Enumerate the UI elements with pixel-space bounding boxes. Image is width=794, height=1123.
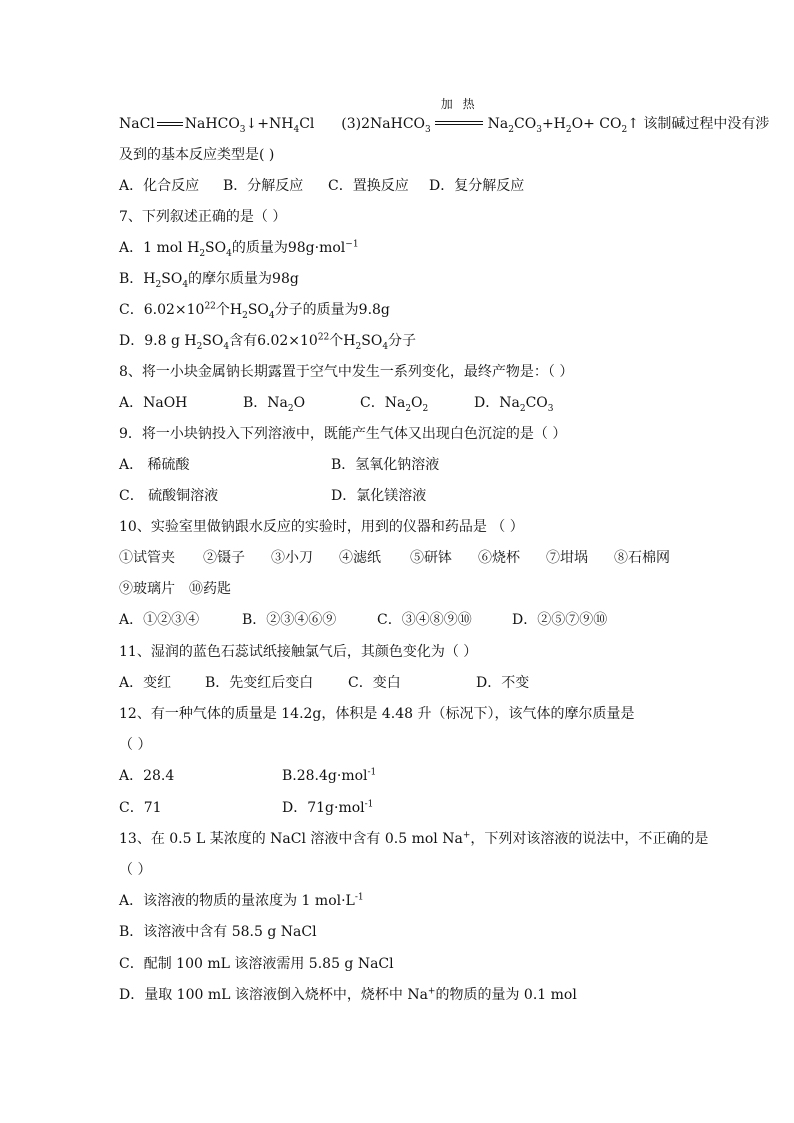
q7-stem: 7、下列叙述正确的是（ ） bbox=[119, 209, 287, 225]
option-c: C．71 bbox=[119, 800, 162, 816]
q9-options-row1 bbox=[119, 455, 439, 475]
option-c: C．③④⑧⑨⑩ bbox=[377, 612, 472, 628]
q10-items-row2 bbox=[119, 579, 231, 599]
option-a: A．28.4 bbox=[119, 768, 175, 784]
q13-option-b: B．该溶液中含有 58.5 g NaCl bbox=[119, 924, 317, 940]
q12-stem-line2: （ ） bbox=[119, 737, 152, 753]
item: ②镊子 bbox=[203, 550, 245, 566]
item: ⑦坩埚 bbox=[546, 550, 588, 566]
formula-text: NaCl bbox=[119, 116, 155, 132]
item: ⑨玻璃片 bbox=[119, 581, 175, 597]
q11-stem: 11、湿润的蓝色石蕊试纸接触氯气后，其颜色变化为（ ） bbox=[119, 644, 478, 660]
q7-option-b: B．$H_2SO_4$的摩尔质量为98g bbox=[119, 271, 299, 290]
option-c: C．变白 bbox=[348, 675, 401, 691]
item: ⑥烧杯 bbox=[478, 550, 520, 566]
q7-option-a: A．1 mol $H_2SO_4$的质量为98g·mol$^{-1}$ bbox=[119, 239, 359, 259]
option-d: D．$Na_2CO_3$ bbox=[474, 395, 554, 414]
q10-options bbox=[119, 610, 607, 630]
q13-option-c: C．配制 100 mL 该溶液需用 5.85 g NaCl bbox=[119, 956, 394, 972]
item: ⑩药匙 bbox=[189, 581, 231, 597]
q10-stem: 10、实验室里做钠跟水反应的实验时，用到的仪器和药品是 （ ） bbox=[119, 519, 524, 535]
option-c: C．$Na_2O_2$ bbox=[360, 395, 429, 414]
q13-stem-line2: （ ） bbox=[119, 862, 152, 878]
option-d: D．71g·mol$^{-1}$ bbox=[282, 799, 374, 816]
option-d: D．②⑤⑦⑨⑩ bbox=[512, 612, 608, 628]
option-d: D．氯化镁溶液 bbox=[331, 488, 427, 504]
heating-equals-sign bbox=[435, 97, 483, 134]
item: ⑤研钵 bbox=[410, 550, 452, 566]
option-c: C．置换反应 bbox=[328, 178, 409, 194]
option-a: A．①②③④ bbox=[119, 612, 200, 628]
option-b: B．先变红后变白 bbox=[205, 675, 314, 691]
item: ⑧石棉网 bbox=[614, 550, 670, 566]
q6-options bbox=[119, 176, 524, 196]
option-b: B．②③④⑥⑨ bbox=[242, 612, 337, 628]
reaction-condition: 加 热 bbox=[440, 97, 478, 111]
q13-stem: 13、在 0.5 L 某浓度的 NaCl 溶液中含有 0.5 mol Na+，下列对该溶液的说法中，不正确的是 bbox=[119, 830, 709, 847]
q8-stem: 8、将一小块金属钠长期露置于空气中发生一系列变化，最终产物是：（ ） bbox=[119, 364, 574, 380]
option-a: A．NaOH bbox=[119, 395, 188, 411]
q7-option-d: D．9.8 g $H_2SO_4$含有$6.02\times 10^{22}$个$H_2SO_4$分子 bbox=[119, 332, 417, 352]
option-d: D．复分解反应 bbox=[429, 178, 525, 194]
item: ①试管夹 bbox=[119, 550, 175, 566]
option-b: B.28.4g·mol$^{-1}$ bbox=[282, 767, 377, 784]
option-c: C． 硫酸铜溶液 bbox=[119, 488, 219, 504]
q9-stem: 9．将一小块钠投入下列溶液中，既能产生气体又出现白色沉淀的是（ ） bbox=[119, 426, 567, 442]
q10-items-row1 bbox=[119, 548, 670, 568]
q13-option-d: D．量取 100 mL 该溶液倒入烧杯中，烧杯中 Na+的物质的量为 0.1 mol bbox=[119, 986, 577, 1003]
item: ④滤纸 bbox=[339, 550, 381, 566]
q13-option-a: A．该溶液的物质的量浓度为 1 $mol\cdot L^{-1}$ bbox=[119, 892, 364, 909]
option-b: B．氢氧化钠溶液 bbox=[331, 457, 440, 473]
option-a: A．变红 bbox=[119, 675, 172, 691]
equals-sign bbox=[155, 114, 185, 134]
item: ③小刀 bbox=[271, 550, 313, 566]
q12-options-row2 bbox=[119, 798, 373, 818]
option-d: D．不变 bbox=[476, 675, 530, 691]
q6-stem-line2: 及到的基本反应类型是( ) bbox=[119, 147, 275, 163]
option-b: B．分解反应 bbox=[223, 178, 304, 194]
q12-stem: 12、有一种气体的质量是 14.2g，体积是 4.48 升（标况下），该气体的摩尔质量是 bbox=[119, 706, 635, 722]
option-b: B．$Na_2O$ bbox=[243, 395, 306, 414]
option-a: A．化合反应 bbox=[119, 178, 200, 194]
q7-option-c: C．$6.02\times 10^{22}$个$H_2SO_4$分子的质量为9.8g bbox=[119, 301, 390, 321]
q9-options-row2 bbox=[119, 486, 426, 506]
q6-equation-line: NaCl $NaHCO_3↓+NH_4Cl$ (3)2NaHCO$_3$ 加 热 $Na_2CO_3+H_2O+$ $CO_2↑$ 该制碱过程中没有涉 bbox=[119, 114, 769, 134]
q8-options bbox=[119, 393, 554, 413]
q12-options-row1 bbox=[119, 766, 376, 786]
option-a: A． 稀硫酸 bbox=[119, 457, 190, 473]
q11-options bbox=[119, 673, 529, 693]
